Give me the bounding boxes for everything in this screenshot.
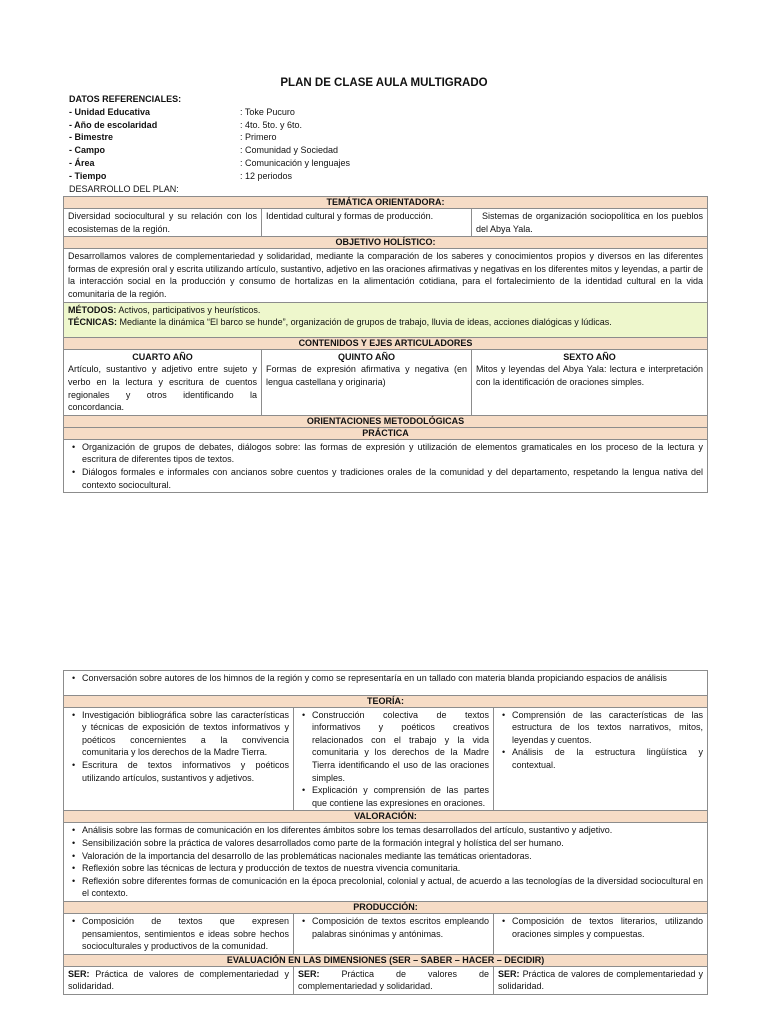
practica-item: • Diálogos formales e informales con ancianos sobre cuentos y tradiciones orales de la comunidad y del departamento, respetando la lengua nativa del contexto sociocultural.	[82, 466, 703, 491]
contenidos-col-sexto	[472, 349, 708, 415]
ref-row-area	[69, 157, 709, 170]
sexto-ano-heading: SEXTO AÑO	[563, 351, 616, 362]
ref-label: - Año de escolaridad	[69, 119, 158, 130]
ref-value: : Primero	[240, 132, 277, 143]
quinto-ano-heading: QUINTO AÑO	[337, 351, 395, 362]
tematica-col-1: Diversidad sociocultural y su relación con los ecosistemas de la región.	[64, 209, 262, 237]
metodos-text: Activos, participativos y heurísticos.	[116, 304, 261, 315]
practica-cont-list	[68, 672, 703, 685]
produccion-item: • Composición de textos que expresen pensamientos, sentimientos e ideas sobre hechos socioculturales y productivos de la comunidad.	[82, 915, 289, 953]
contenidos-col-cuarto	[64, 349, 262, 415]
metodos-label: MÉTODOS:	[68, 304, 117, 315]
ref-label: - Unidad Educativa	[69, 106, 151, 117]
ref-label: - Campo	[69, 145, 105, 156]
ref-value: : Comunicación y lenguajes	[240, 157, 351, 168]
ref-row-tiempo	[69, 170, 709, 183]
ref-row-campo	[69, 144, 709, 157]
cuarto-ano-text: Artículo, sustantivo y adjetivo entre sujeto y verbo en la lectura y escritura de cuentos regionales y otros identificando la concordancia.	[68, 364, 257, 413]
ser-text: Práctica de valores de complementariedad y solidaridad.	[298, 968, 489, 992]
sexto-ano-text: Mitos y leyendas del Abya Yala: lectura e interpretación con la identificación de oraciones simples.	[476, 364, 704, 387]
contenidos-col-quinto	[262, 349, 472, 415]
valoracion-list	[68, 824, 703, 900]
teoria-list-2	[298, 709, 489, 810]
ref-value: : Toke Pucuro	[240, 106, 295, 117]
orientaciones-header: ORIENTACIONES METODOLÓGICAS	[64, 415, 708, 427]
ref-row-unidad	[69, 106, 709, 119]
ref-label: - Tiempo	[69, 170, 107, 181]
ref-value: : 4to. 5to. y 6to.	[240, 119, 303, 130]
produccion-item: • Composición de textos escritos empleando palabras sinónimas y antónimas.	[312, 915, 489, 940]
objetivo-header: OBJETIVO HOLÍSTICO:	[64, 237, 708, 249]
teoria-item: • Investigación bibliográfica sobre las características y técnicas de exposición de textos informativos y poéticos concernientes a la convivencia comunitaria y los derechos de la Madre Tierra.	[82, 709, 289, 759]
plan-table-page-one	[63, 196, 708, 493]
valoracion-item: • Reflexión sobre las técnicas de lectura y producción de textos de nuestra vivencia comunitaria.	[82, 862, 703, 875]
evaluacion-col-3	[494, 966, 708, 994]
tecnicas-label: TÉCNICAS:	[68, 317, 117, 328]
teoria-item: • Escritura de textos informativos y poéticos utilizando artículos, sustantivos y adjetivos.	[82, 759, 289, 784]
cuarto-ano-heading: CUARTO AÑO	[132, 351, 193, 362]
ser-text: Práctica de valores de complementariedad y solidaridad.	[68, 968, 289, 992]
valoracion-header: VALORACIÓN:	[64, 811, 708, 823]
practica-cell	[64, 439, 708, 492]
ref-value: : 12 periodos	[240, 170, 293, 181]
ser-label: SER:	[298, 968, 320, 979]
ref-label: - Bimestre	[69, 132, 114, 143]
teoria-item: • Comprensión de las características de las estructura de los textos narrativos, mitos, leyendas y cuentos.	[512, 709, 703, 747]
produccion-list-2	[298, 915, 489, 940]
document-title: PLAN DE CLASE AULA MULTIGRADO	[280, 77, 488, 89]
tematica-col-2: Identidad cultural y formas de producción.	[262, 209, 472, 237]
metodos-cell	[64, 302, 708, 337]
ser-label: SER:	[68, 968, 90, 979]
practica-item: • Conversación sobre autores de los himnos de la región y como se representaría en un tallado con materia blanda propiciando espacios de análisis	[82, 672, 703, 685]
produccion-header: PRODUCCIÓN:	[64, 901, 708, 913]
evaluacion-col-2	[294, 966, 494, 994]
tecnicas-line	[68, 316, 703, 329]
valoracion-item: • Reflexión sobre diferentes formas de comunicación en la época precolonial, colonial y actual, de acuerdo a las tecnologías de la diversidad sociocultural en el contexto.	[82, 875, 703, 900]
tematica-col-3: Sistemas de organización sociopolítica en los pueblos del Abya Yala.	[472, 209, 708, 237]
valoracion-cell	[64, 823, 708, 902]
ser-label: SER:	[498, 968, 520, 979]
produccion-list-1	[68, 915, 289, 953]
teoria-list-1	[68, 709, 289, 785]
teoria-col-3	[494, 707, 708, 811]
produccion-col-2	[294, 913, 494, 954]
produccion-item: • Composición de textos literarios, utilizando oraciones simples y compuestas.	[512, 915, 703, 940]
produccion-col-3	[494, 913, 708, 954]
teoria-col-2	[294, 707, 494, 811]
ref-label: - Área	[69, 157, 95, 168]
produccion-list-3	[498, 915, 703, 940]
valoracion-item: • Sensibilización sobre la práctica de valores desarrollados como parte de la formación integral y holística del ser humano.	[82, 837, 703, 850]
tecnicas-text: Mediante la dinámica “El barco se hunde”, organización de grupos de trabajo, lluvia de ideas, acciones dialógicas y lúdicas.	[117, 317, 612, 328]
evaluacion-col-1	[64, 966, 294, 994]
development-plan-label: DESARROLLO DEL PLAN:	[69, 183, 179, 194]
teoria-list-3	[498, 709, 703, 772]
referential-heading: DATOS REFERENCIALES:	[69, 94, 182, 104]
tematica-header: TEMÁTICA ORIENTADORA:	[64, 197, 708, 209]
practica-list	[68, 441, 703, 491]
practica-cont-cell	[64, 671, 708, 696]
teoria-item: • Construcción colectiva de textos informativos y poéticos creativos relacionados con el trabajo y la vida comunitaria y los derechos de la Madre Tierra identificando el uso de las oraciones simples.	[312, 709, 489, 785]
referential-data	[69, 93, 709, 195]
evaluacion-header: EVALUACIÓN EN LAS DIMENSIONES (SER – SABER – HACER – DECIDIR)	[64, 954, 708, 966]
quinto-ano-text: Formas de expresión afirmativa y negativa (en lengua castellana y originaria)	[266, 364, 467, 387]
produccion-col-1	[64, 913, 294, 954]
ref-value: : Comunidad y Sociedad	[240, 145, 339, 156]
metodos-line	[68, 304, 703, 317]
objetivo-text: Desarrollamos valores de complementariedad y solidaridad, mediante la comparación de los saberes y conocimientos propios y diversos en las diferentes formas de expresión oral y escrita utilizando artículo, sustantivo, adjetivo en las oraciones afirmativas y negativas en los diferentes mitos y leyendas, a partir de la interacción social en la producción y consumo de hortalizas en la alimentación cotidiana, para el fortalecimiento de la identidad cultural en la vida comunitaria de la región.	[64, 249, 708, 302]
valoracion-item: • Análisis sobre las formas de comunicación en los diferentes ámbitos sobre los temas desarrollados del artículo, sustantivo y adjetivo.	[82, 824, 703, 837]
teoria-item: • Explicación y comprensión de las partes que contiene las expresiones en oraciones.	[312, 784, 489, 809]
ref-row-escolaridad	[69, 119, 709, 132]
ser-text: Práctica de valores de complementariedad y solidaridad.	[498, 968, 704, 992]
ref-row-bimestre	[69, 131, 709, 144]
practica-header: PRÁCTICA	[64, 427, 708, 439]
teoria-header: TEORÍA:	[64, 695, 708, 707]
practica-item: • Organización de grupos de debates, diálogos sobre: las formas de expresión y utilización de elementos gramaticales en los proceso de la lectura y escritura de diferentes tipos de textos.	[82, 441, 703, 466]
teoria-col-1	[64, 707, 294, 811]
valoracion-item: • Valoración de la importancia del desarrollo de las problemáticas nacionales mediante las temáticas orientadoras.	[82, 850, 703, 863]
plan-table-page-two	[63, 670, 708, 995]
contenidos-header: CONTENIDOS Y EJES ARTICULADORES	[64, 337, 708, 349]
teoria-item: • Análisis de la estructura lingüística y contextual.	[512, 746, 703, 771]
